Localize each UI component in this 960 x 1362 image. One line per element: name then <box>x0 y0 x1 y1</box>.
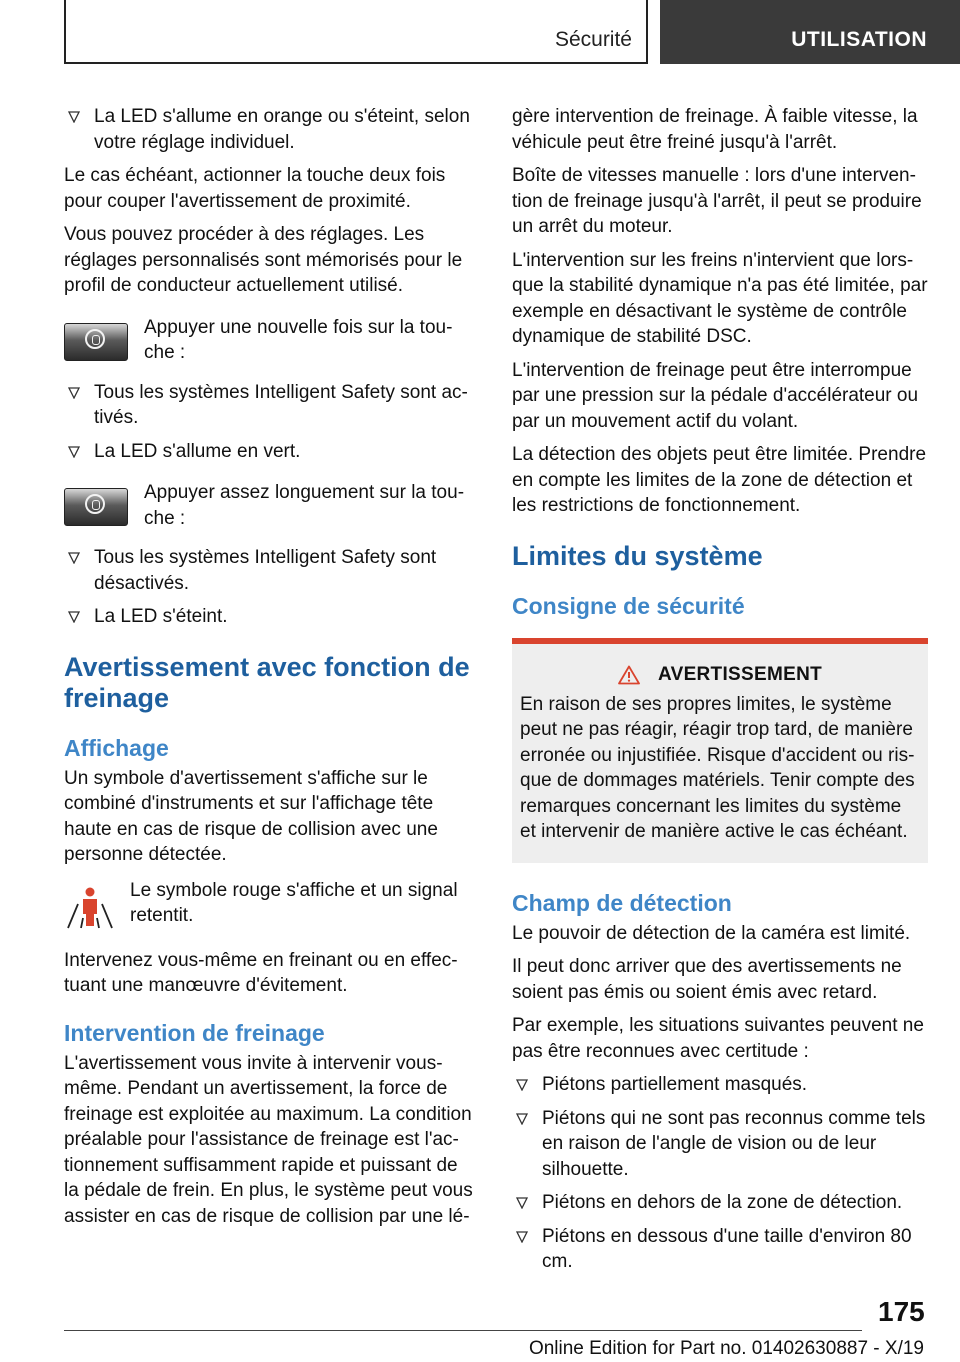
subsection-heading: Affichage <box>64 734 169 761</box>
left-column <box>64 104 476 1237</box>
list-item: Piétons en dehors de la zone de détection. <box>512 1190 928 1216</box>
list-item: Tous les systèmes Intelligent Safety sont activés. <box>64 380 476 431</box>
warning-title: AVERTISSEMENT <box>520 664 920 686</box>
paragraph: L'intervention sur les freins n'intervient que lorsque la stabilité dynamique n'a pas été limitée, par exemple en désactivant le système de contrôle dynamique de stabilité DSC. <box>512 249 928 347</box>
header-section-title: Sécurité <box>554 28 632 51</box>
subsection-heading: Intervention de freinage <box>64 1019 325 1046</box>
list-item: Tous les systèmes Intelligent Safety sont désactivés. <box>64 545 476 596</box>
warning-text: En raison de ses propres limites, le système peut ne pas réagir, réagir trop tard, de manière erronée ou injustifiée. Risque d'accident ou risque de dommages matériels. Tenir compte des remarques concernant les limites du système et intervenir de manière active le cas échéant. <box>520 693 915 842</box>
triangle-bullet-icon <box>516 1113 528 1125</box>
right-column <box>512 104 928 1283</box>
warning-box <box>512 638 928 863</box>
safety-button-icon <box>64 488 128 526</box>
button-instruction: Appuyer une nouvelle fois sur la touche : <box>64 315 476 366</box>
button-instruction: Appuyer assez longuement sur la touche : <box>64 480 476 531</box>
triangle-bullet-icon <box>68 611 80 623</box>
paragraph: Il peut donc arriver que des avertissements ne soient pas émis ou soient émis avec retard. <box>512 956 902 1003</box>
safety-button-icon <box>64 323 128 361</box>
triangle-bullet-icon <box>68 387 80 399</box>
header-section-tab <box>64 0 648 64</box>
header-chapter-title: UTILISATION <box>791 28 927 51</box>
paragraph: La détection des objets peut être limitée. Prendre en compte les limites de la zone de détection et les restrictions de fonctionnement. <box>512 444 927 516</box>
list-item: Piétons partiellement masqués. <box>512 1072 928 1098</box>
footer-divider <box>64 1330 862 1331</box>
triangle-bullet-icon <box>68 111 80 123</box>
triangle-bullet-icon <box>68 552 80 564</box>
paragraph: Le pouvoir de détection de la caméra est limité. <box>512 922 911 944</box>
page-number: 175 <box>878 1296 925 1327</box>
list-item: Piétons en dessous d'une taille d'environ 80 cm. <box>512 1224 928 1275</box>
subsection-heading: Champ de détection <box>512 889 732 916</box>
paragraph: L'intervention de freinage peut être interrompue par une pression sur la pédale d'accélérateur ou par un mouvement actif du volant. <box>512 359 919 432</box>
list-item: La LED s'allume en orange ou s'éteint, selon votre réglage individuel. <box>64 104 476 155</box>
list-item: Piétons qui ne sont pas reconnus comme tels en raison de l'angle de vision ou de leur silhouette. <box>512 1106 928 1183</box>
header-chapter-tab <box>660 0 960 64</box>
section-heading: Limites du système <box>512 540 763 571</box>
paragraph: Intervenez vous-même en freinant ou en effectuant une manœuvre d'évitement. <box>64 949 458 996</box>
pedestrian-warning-icon <box>64 882 116 934</box>
paragraph: Vous pouvez procéder à des réglages. Les réglages personnalisés sont mémorisés pour le profil de conducteur actuellement utilisé. <box>64 224 463 296</box>
paragraph: L'avertissement vous invite à intervenir vous-même. Pendant un avertissement, la force de freinage est exploitée au maximum. La condition préalable pour l'assistance de freinage est l'actionnement suffisamment rapide et puissant de la pédale de frein. En plus, le système peut vous assister en cas de risque de collision par une lé‐ <box>64 1052 473 1227</box>
triangle-bullet-icon <box>516 1197 528 1209</box>
symbol-instruction: Le symbole rouge s'affiche et un signal retentit. <box>64 878 476 934</box>
triangle-bullet-icon <box>516 1231 528 1243</box>
paragraph: Boîte de vitesses manuelle : lors d'une intervention de freinage jusqu'à l'arrêt, il peut se produire un arrêt du moteur. <box>512 165 922 237</box>
footer-edition: Online Edition for Part no. 01402630887 - X/19 <box>528 1338 924 1359</box>
warning-triangle-icon <box>618 665 640 685</box>
paragraph: Par exemple, les situations suivantes peuvent ne pas être reconnues avec certitude : <box>512 1015 924 1062</box>
subsection-heading: Consigne de sécurité <box>512 592 745 619</box>
paragraph: Un symbole d'avertissement s'affiche sur le combiné d'instruments et sur l'affichage tête haute en cas de risque de collision avec une personne détectée. <box>64 767 438 865</box>
triangle-bullet-icon <box>68 446 80 458</box>
triangle-bullet-icon <box>516 1079 528 1091</box>
paragraph: gère intervention de freinage. À faible vitesse, la véhicule peut être freiné jusqu'à l'arrêt. <box>512 106 918 153</box>
section-heading: Avertissement avec fonction de freinage <box>64 651 470 713</box>
list-item: La LED s'allume en vert. <box>64 439 476 465</box>
paragraph: Le cas échéant, actionner la touche deux fois pour couper l'avertissement de proximité. <box>64 165 446 212</box>
list-item: La LED s'éteint. <box>64 604 476 630</box>
